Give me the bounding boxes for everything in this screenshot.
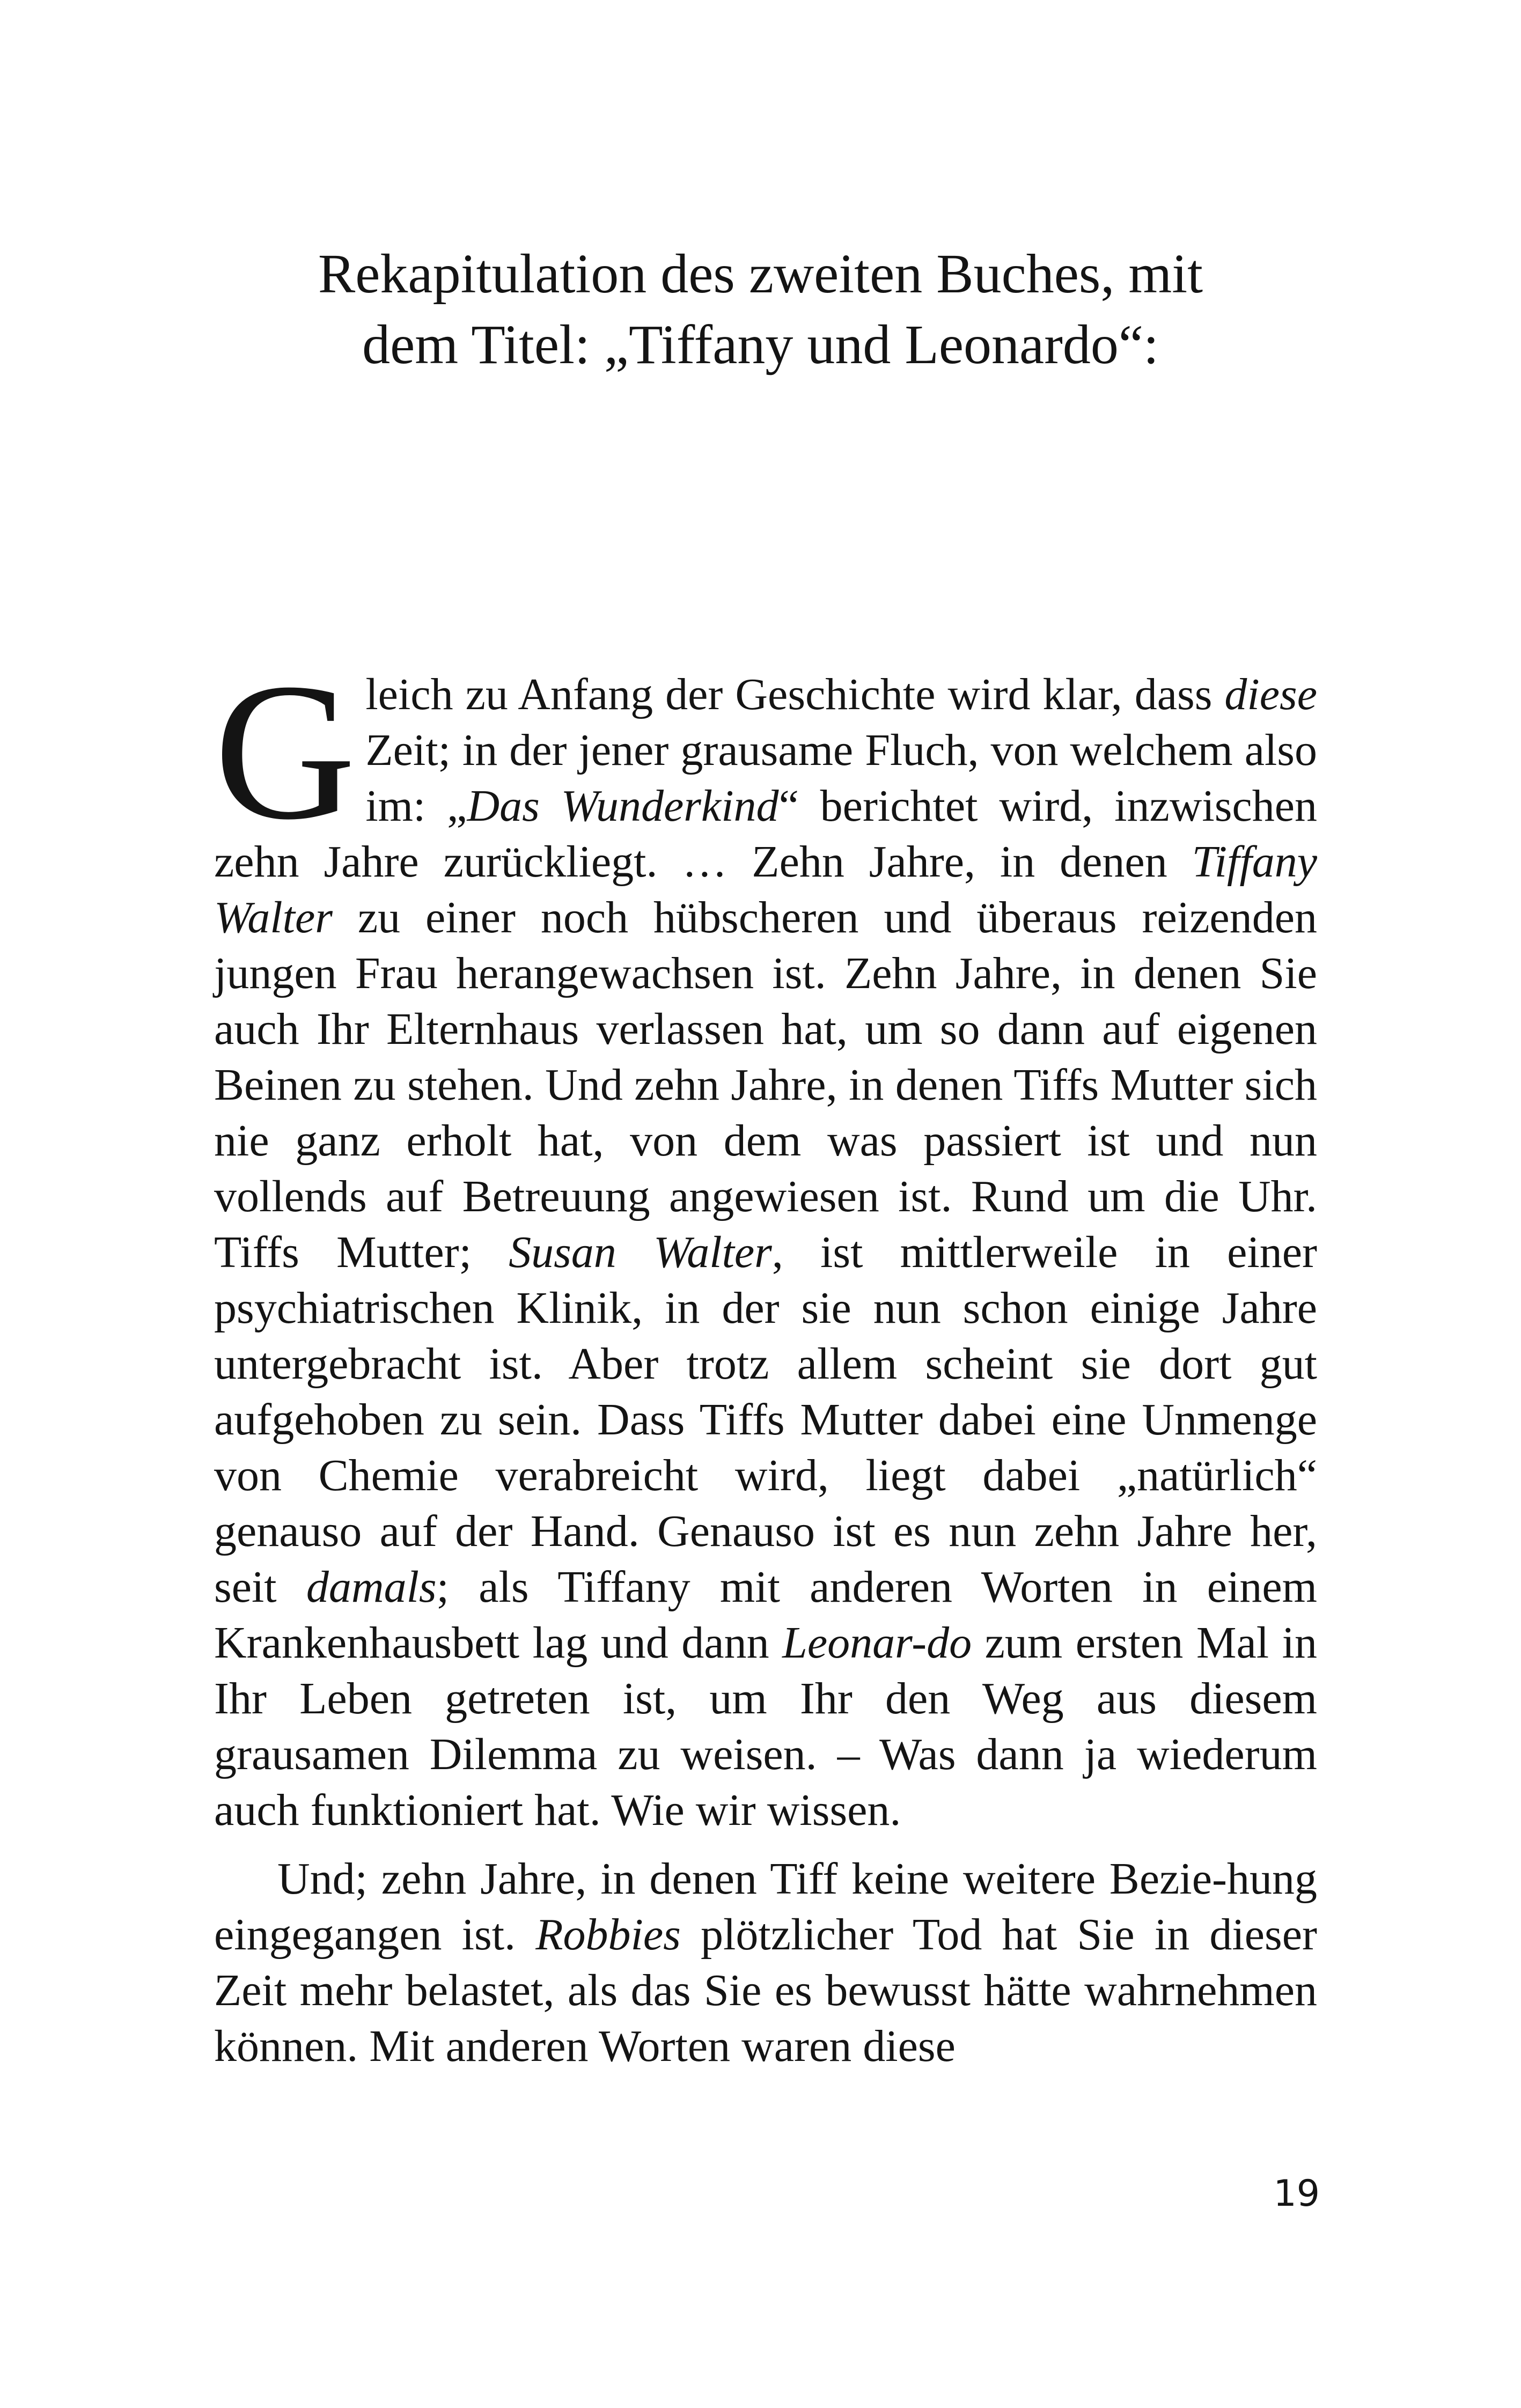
text-run: Zeit; in der jener grausame Fluch, von welchem also im: „ <box>365 725 1317 831</box>
text-run: leich zu Anfang der Geschichte wird klar, dass <box>365 669 1225 719</box>
emphasis-diese: diese <box>1224 669 1317 719</box>
text-run: plötzlicher Tod hat Sie in dieser Zeit mehr belastet, als das Sie es bewusst hätte wahrnehmen können. Mit anderen Worten waren diese <box>214 1910 1317 2071</box>
emphasis-tiffany-walter: Tiffany Walter <box>214 837 1317 942</box>
text-run: zu einer noch hübscheren und überaus reizenden jungen Frau herangewachsen ist. Zehn Jahre, in denen Sie auch Ihr Elternhaus verlassen hat, um so dann auf eigenen Beinen zu stehen. Und zehn Jahre, in denen Tiffs Mutter sich nie ganz erholt hat, von dem was passiert ist und nun vollends auf Betreuung angewiesen ist. Rund um die Uhr. Tiffs Mutter; <box>214 893 1317 1277</box>
emphasis-leonardo: Leonar-do <box>782 1618 972 1668</box>
emphasis-susan-walter: Susan Walter <box>509 1227 772 1277</box>
drop-cap: G <box>214 643 356 860</box>
chapter-title-line-2: dem Titel: „Tiffany und Leonardo“: <box>362 314 1159 375</box>
chapter-title <box>0 239 1521 380</box>
text-run: ; als Tiffany mit anderen Worten in einem Krankenhausbett lag und dann <box>214 1562 1317 1668</box>
chapter-title-line-1: Rekapitulation des zweiten Buches, mit <box>318 243 1203 305</box>
page-number: 19 <box>1273 2173 1320 2215</box>
emphasis-robbies: Robbies <box>535 1910 681 1960</box>
body-text <box>214 643 1317 2074</box>
paragraph-2 <box>214 1851 1317 2074</box>
text-run: Und; zehn Jahre, in denen Tiff keine weitere Bezie-hung eingegangen ist. <box>214 1854 1317 1960</box>
emphasis-damals: damals <box>306 1562 437 1612</box>
paragraph-1 <box>214 643 1317 1838</box>
text-run: , ist mittlerweile in einer psychiatrischen Klinik, in der sie nun schon einige Jahre untergebracht ist. Aber trotz allem scheint sie dort gut aufgehoben zu sein. Dass Tiffs Mutter dabei eine Unmenge von Chemie verabreicht wird, liegt dabei „natürlich“ genauso auf der Hand. Genauso ist es nun zehn Jahre her, seit <box>214 1227 1317 1612</box>
text-run: zum ersten Mal in Ihr Leben getreten ist, um Ihr den Weg aus diesem grausamen Dilemma zu weisen. – Was dann ja wiederum auch funktioniert hat. Wie wir wissen. <box>214 1618 1317 1835</box>
emphasis-book-title: Das Wunderkind <box>467 781 779 831</box>
text-run: “ berichtet wird, inzwischen zehn Jahre zurückliegt. … Zehn Jahre, in denen <box>214 781 1317 887</box>
